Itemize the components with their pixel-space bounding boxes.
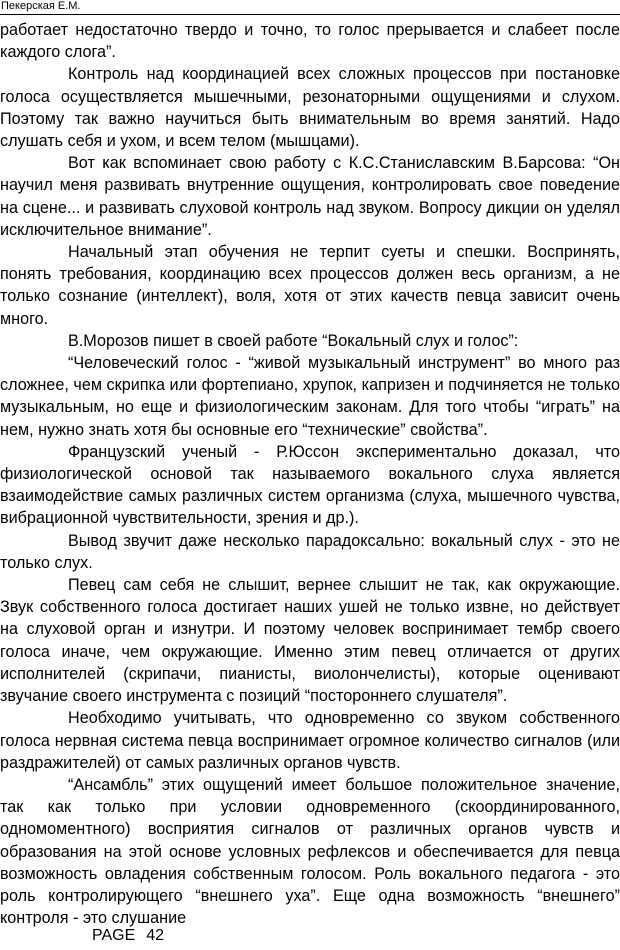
paragraph: Контроль над координацией всех сложных процессов при постановке голоса осуществляется мышечными, резонаторными ощущениями и слухом. Поэтому так важно научиться быть внимательным во время занятий. Надо слушать себя и ухом, и всем телом (мышцами).: [0, 65, 620, 151]
paragraph: В.Морозов пишет в своей работе “Вокальный слух и голос”:: [68, 331, 519, 350]
header-author: Пекерская Е.М.: [1, 0, 81, 12]
page-body: [0, 19, 620, 929]
paragraph: Необходимо учитывать, что одновременно со звуком собственного голоса нервная система певца воспринимает огромное количество сигналов (или раздражителей) от самых различных органов чувств.: [0, 709, 620, 772]
paragraph: Певец сам себя не слышит, вернее слышит не так, как окружающие. Звук собственного голоса достигает наших ушей не только извне, но действует на слуховой орган и изнутри. И поэтому человек воспринимает тембр своего голоса иначе, чем окружающие. Именно этим певец отличается от других исполнителей (скрипачи, пианисты, виолончелисты), которые оценивают звучание своего инструмента с позиций “постороннего слушателя”.: [0, 576, 620, 706]
paragraph: “Человеческий голос - “живой музыкальный инструмент” во много раз сложнее, чем скрипка или фортепиано, хрупок, капризен и подчиняется не только музыкальным, но еще и физиологическим законам. Для того чтобы “играть” на нем, нужно знать хотя бы основные его “технические” свойства”.: [0, 354, 620, 439]
paragraph: работает недостаточно твердо и точно, то голос прерывается и слабеет после каждого слога”.: [0, 21, 620, 62]
paragraph: “Ансамбль” этих ощущений имеет большое положительное значение, так как только при условии одновременного (скоординированного, одномоментного) восприятия сигналов от различных органов чувств и образования на этой основе условных рефлексов и обеспечивается для певца возможность овладения собственным голосом. Роль вокального педагога - это роль контролирующего “внешнего уха”. Еще одна возможность “внешнего” контроля - это слушание: [0, 775, 620, 928]
paragraph: Французский ученый - Р.Юссон экспериментально доказал, что физиологической основой так называемого вокального слуха является взаимодействие самых различных систем организма (слуха, мышечного чувства, вибрационной чувствительности, зрения и др.).: [0, 442, 620, 528]
paragraph: Вывод звучит даже несколько парадоксально: вокальный слух - это не только слух.: [0, 531, 620, 572]
page-header: [0, 0, 620, 15]
paragraph: Начальный этап обучения не терпит суеты и спешки. Воспринять, понять требования, координацию всех процессов должен весь организм, а не только сознание (интеллект), воля, хотя от этих качеств певца зависит очень много.: [0, 243, 620, 328]
page-footer: [92, 926, 164, 946]
page-number: 42: [146, 927, 165, 944]
page-label: PAGE: [92, 927, 136, 944]
paragraph: Вот как вспоминает свою работу с К.С.Станиславским В.Барсова: “Он научил меня развивать внутренние ощущения, контролировать свое поведение на сцене... и развивать слуховой контроль над звуком. Вопросу дикции он уделял исключительное внимание”.: [0, 154, 620, 239]
